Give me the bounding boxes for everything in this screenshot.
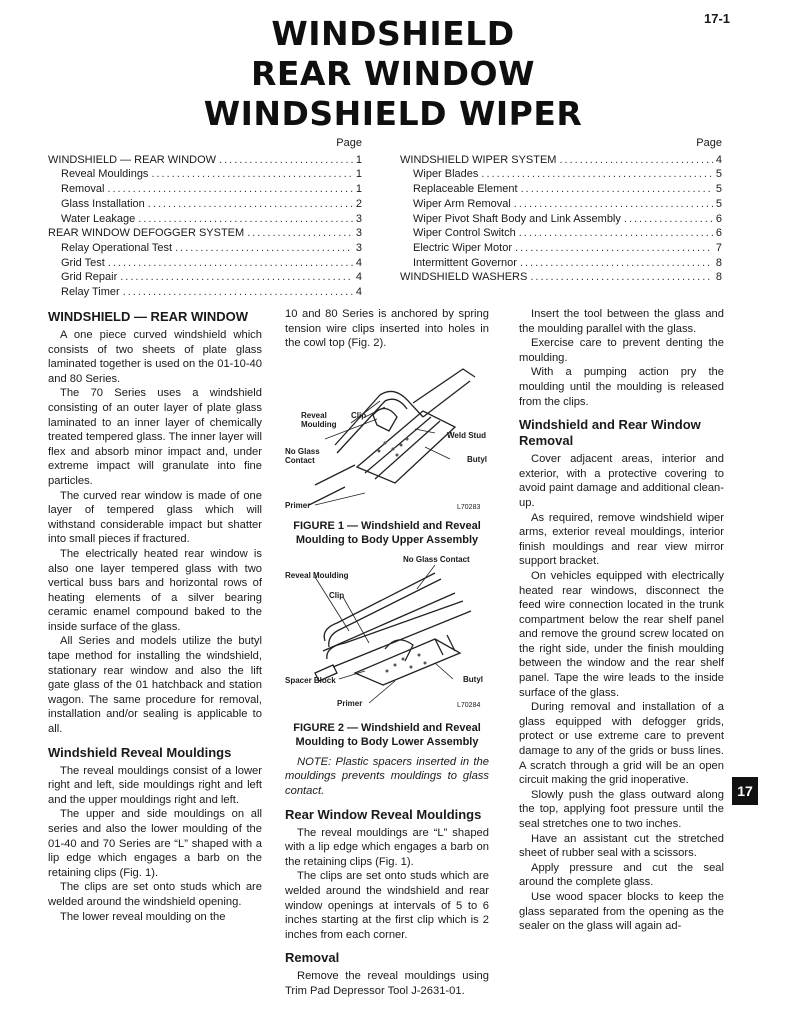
page-title (0, 14, 786, 134)
toc-entry (400, 241, 722, 256)
toc-entry-page: 3 (355, 212, 362, 225)
toc-entry-page: 6 (715, 212, 722, 225)
paragraph: Apply pressure and cut the seal around the complete glass. (519, 861, 724, 889)
toc-entry (48, 212, 362, 227)
paragraph: The 70 Series uses a windshield consisting of an outer layer of plate glass laminated to an inner layer of chemically treated tempered glass. The inner layer will flex and absorb minor impact and, under extreme impact will granulate into fine particles. (48, 387, 262, 487)
figure-1-caption: FIGURE 1 — Windshield and Reveal Moulding to Body Upper Assembly (293, 519, 481, 546)
label-reveal-moulding: Reveal Moulding (285, 570, 349, 580)
section-heading: WINDSHIELD — REAR WINDOW (48, 309, 249, 324)
paragraph: Cover adjacent areas, interior and exterior, with a protective covering to avoid paint damage and additional clean-up. (519, 453, 724, 509)
toc-entry-page: 1 (355, 183, 362, 196)
paragraph: The upper and side mouldings on all series and also the lower moulding of the 01-40 and 70 Series are “L” shaped with a lip edge which engages a barb on the retaining clips (Fig. 1). (48, 808, 262, 879)
toc-entry (48, 241, 362, 256)
label-no-glass-contact: No Glass Contact (403, 554, 470, 564)
toc-leader-dots (519, 226, 713, 241)
title-line-1: WINDSHIELD (271, 14, 515, 53)
toc-leader-dots (247, 226, 353, 241)
toc-entry-page: 8 (715, 271, 722, 284)
toc-entry-page: 7 (715, 241, 722, 254)
toc-left (48, 136, 362, 300)
label-primer: Primer (337, 698, 363, 708)
toc-entry-label: WINDSHIELD WIPER SYSTEM (400, 153, 557, 166)
toc-entry-label: Replaceable Element (413, 183, 518, 196)
label-spacer-block: Spacer Block (285, 675, 336, 685)
toc-entry (48, 167, 362, 182)
toc-entry (400, 167, 722, 182)
toc-entry-label: Grid Test (61, 256, 105, 269)
toc-leader-dots (219, 153, 353, 168)
toc-entry-page: 3 (355, 227, 362, 240)
toc-entry-page: 4 (355, 271, 362, 284)
toc-leader-dots (530, 270, 713, 285)
paragraph: The reveal mouldings are “L” shaped with a lip edge which engages a barb on the retaining clips (Fig. 1). (285, 826, 489, 868)
toc-entry-page: 3 (355, 241, 362, 254)
toc-entry-page: 5 (715, 197, 722, 210)
title-line-2: REAR WINDOW (250, 54, 536, 93)
column-2 (285, 307, 489, 999)
paragraph: With a pumping action pry the moulding until the moulding is released from the clips. (519, 366, 724, 408)
toc-entry-page: 6 (715, 227, 722, 240)
toc-page-heading: Page (696, 137, 722, 149)
toc-leader-dots (175, 241, 353, 256)
paragraph: Use wood spacer blocks to keep the glass separated from the opening as the sealer on the glass will again ad- (519, 890, 724, 933)
toc-entry-label: REAR WINDOW DEFOGGER SYSTEM (48, 227, 245, 240)
toc-entry-page: 4 (355, 256, 362, 269)
toc-entry (400, 212, 722, 227)
toc-entry (48, 197, 362, 212)
figure-number: L70283 (457, 503, 481, 511)
label-reveal-moulding: Reveal Moulding (301, 410, 337, 429)
toc-leader-dots (138, 212, 353, 227)
figure-number: L70284 (457, 701, 481, 709)
column-1 (48, 307, 262, 924)
toc-entry (48, 182, 362, 197)
toc-entry-page: 5 (715, 183, 722, 196)
toc-leader-dots (107, 182, 352, 197)
toc-entry-label: Wiper Blades (413, 168, 479, 181)
toc-entry-label: Wiper Control Switch (413, 227, 516, 240)
toc-entry (400, 153, 722, 168)
toc-leader-dots (514, 197, 713, 212)
toc-entry (400, 182, 722, 197)
toc-entry (48, 256, 362, 271)
figure-2 (285, 555, 489, 715)
section-heading: Removal (285, 950, 340, 966)
toc-entry (48, 226, 362, 241)
section-heading: Windshield and Rear Window Removal (519, 417, 701, 449)
toc-entry-label: Reveal Mouldings (61, 168, 149, 181)
label-butyl: Butyl (467, 454, 487, 464)
toc-entry (400, 197, 722, 212)
toc-entry-label: Relay Timer (61, 286, 120, 299)
paragraph: 10 and 80 Series is anchored by spring tension wire clips inserted into holes in the cowl top (Fig. 2). (285, 308, 489, 350)
toc-entry (400, 270, 722, 285)
paragraph: The lower reveal moulding on the (60, 910, 226, 923)
toc-entry (48, 270, 362, 285)
section-heading: Rear Window Reveal Mouldings (285, 806, 482, 822)
label-primer: Primer (285, 500, 311, 510)
toc-entry-label: Electric Wiper Motor (413, 241, 513, 254)
toc-entry-page: 4 (355, 286, 362, 299)
toc-leader-dots (481, 167, 712, 182)
toc-leader-dots (123, 285, 353, 300)
toc-leader-dots (521, 182, 713, 197)
toc-entry-page: 4 (715, 153, 722, 166)
label-no-glass-contact: No Glass Contact (285, 446, 320, 465)
paragraph: On vehicles equipped with electrically heated rear windows, disconnect the feed wire connection located in the trunk compartment below the rear shelf panel and remove the ground screw located on the right side, under the finish moulding between the window and the rear shelf panel. Tape the wire leads to the inside surface of the glass. (519, 569, 724, 699)
toc-entry-page: 8 (715, 256, 722, 269)
toc-entry-page: 2 (355, 197, 362, 210)
paragraph: The clips are set onto studs which are welded around the windshield and rear window openings at intervals of 5 to 6 inches starting at the first clip which is 2 inches from each corner. (285, 870, 489, 941)
figure-1 (285, 355, 489, 513)
toc-entry-label: Wiper Arm Removal (413, 197, 511, 210)
section-heading: Windshield Reveal Mouldings (48, 744, 232, 760)
label-weld-stud: Weld Stud (447, 430, 486, 440)
paragraph: Exercise care to prevent denting the moulding. (519, 337, 724, 364)
label-butyl: Butyl (463, 674, 483, 684)
toc-entry-page: 5 (715, 168, 722, 181)
paragraph: Slowly push the glass outward along the top, applying foot pressure until the seal stretches one to two inches. (519, 788, 724, 830)
toc-entry (400, 226, 722, 241)
toc-leader-dots (624, 212, 713, 227)
toc-leader-dots (108, 256, 353, 271)
toc-entry (48, 153, 362, 168)
toc-leader-dots (559, 153, 712, 168)
toc-right (400, 136, 722, 285)
toc-leader-dots (515, 241, 713, 256)
paragraph: Insert the tool between the glass and the moulding parallel with the glass. (519, 308, 724, 335)
label-clip: Clip (351, 410, 367, 420)
column-3 (519, 307, 724, 934)
toc-entry (400, 256, 722, 271)
figure-2-caption: FIGURE 2 — Windshield and Reveal Moulding to Body Lower Assembly (293, 721, 481, 748)
toc-leader-dots (151, 167, 352, 182)
toc-entry-label: Removal (61, 183, 105, 196)
paragraph: The reveal mouldings consist of a lower right and left, side mouldings right and left and the upper mouldings right and left. (48, 764, 262, 806)
toc-entry-label: Grid Repair (61, 271, 118, 284)
toc-entry-label: Intermittent Governor (413, 256, 517, 269)
paragraph: A one piece curved windshield which consists of two sheets of plate glass laminated together is used on the 01-10-40 and 80 Series. (48, 329, 262, 385)
paragraph: As required, remove windshield wiper arms, exterior reveal mouldings, interior finish mouldings and rear view mirror support bracket. (519, 511, 724, 568)
toc-entry-page: 1 (355, 153, 362, 166)
paragraph: The clips are set onto studs which are welded around the windshield opening. (48, 881, 262, 908)
paragraph: The electrically heated rear window is also one layer tempered glass with two vertical buss bars and horizontal rows of heating elements of a silver bearing ceramic enamel compound baked to the inside surface of the glass. (48, 547, 262, 633)
note: NOTE: Plastic spacers inserted in the mouldings prevents mouldings to glass contact. (285, 755, 489, 797)
toc-leader-dots (520, 256, 713, 271)
title-line-3: WINDSHIELD WIPER (203, 94, 583, 133)
paragraph: Have an assistant cut the stretched sheet of rubber seal with a scissors. (519, 832, 724, 860)
toc-entry (48, 285, 362, 300)
paragraph: Remove the reveal mouldings using Trim Pad Depressor Tool J-2631-01. (285, 970, 489, 997)
toc-leader-dots (148, 197, 353, 212)
section-tab: 17 (732, 777, 758, 805)
toc-page-heading: Page (336, 137, 362, 149)
toc-entry-label: Relay Operational Test (61, 241, 173, 254)
toc-entry-label: WINDSHIELD — REAR WINDOW (48, 153, 217, 166)
label-clip: Clip (329, 590, 345, 600)
toc-entry-label: Wiper Pivot Shaft Body and Link Assembly (413, 212, 621, 225)
paragraph: During removal and installation of a glass equipped with defogger grids, protect or use extreme care to prevent damage to any of the grids or buss lines. A scratch through a grid will be an open circuit making the grid inoperative. (519, 701, 724, 787)
page-number: 17-1 (704, 11, 731, 26)
toc-entry-label: Glass Installation (61, 197, 145, 210)
paragraph: The curved rear window is made of one layer of tempered glass which will withstand considerable impact but shatter into small pieces if fractured. (48, 489, 262, 546)
toc-entry-page: 1 (355, 168, 362, 181)
toc-leader-dots (120, 270, 353, 285)
toc-entry-label: WINDSHIELD WASHERS (400, 271, 528, 284)
toc-entry-label: Water Leakage (61, 212, 136, 225)
paragraph: All Series and models utilize the butyl tape method for installing the windshield, stationary rear window and also the lift gate glass of the 01 hatchback and station wagon. The same procedure for removal, installation and/or sealing is applicable to all. (48, 635, 262, 736)
